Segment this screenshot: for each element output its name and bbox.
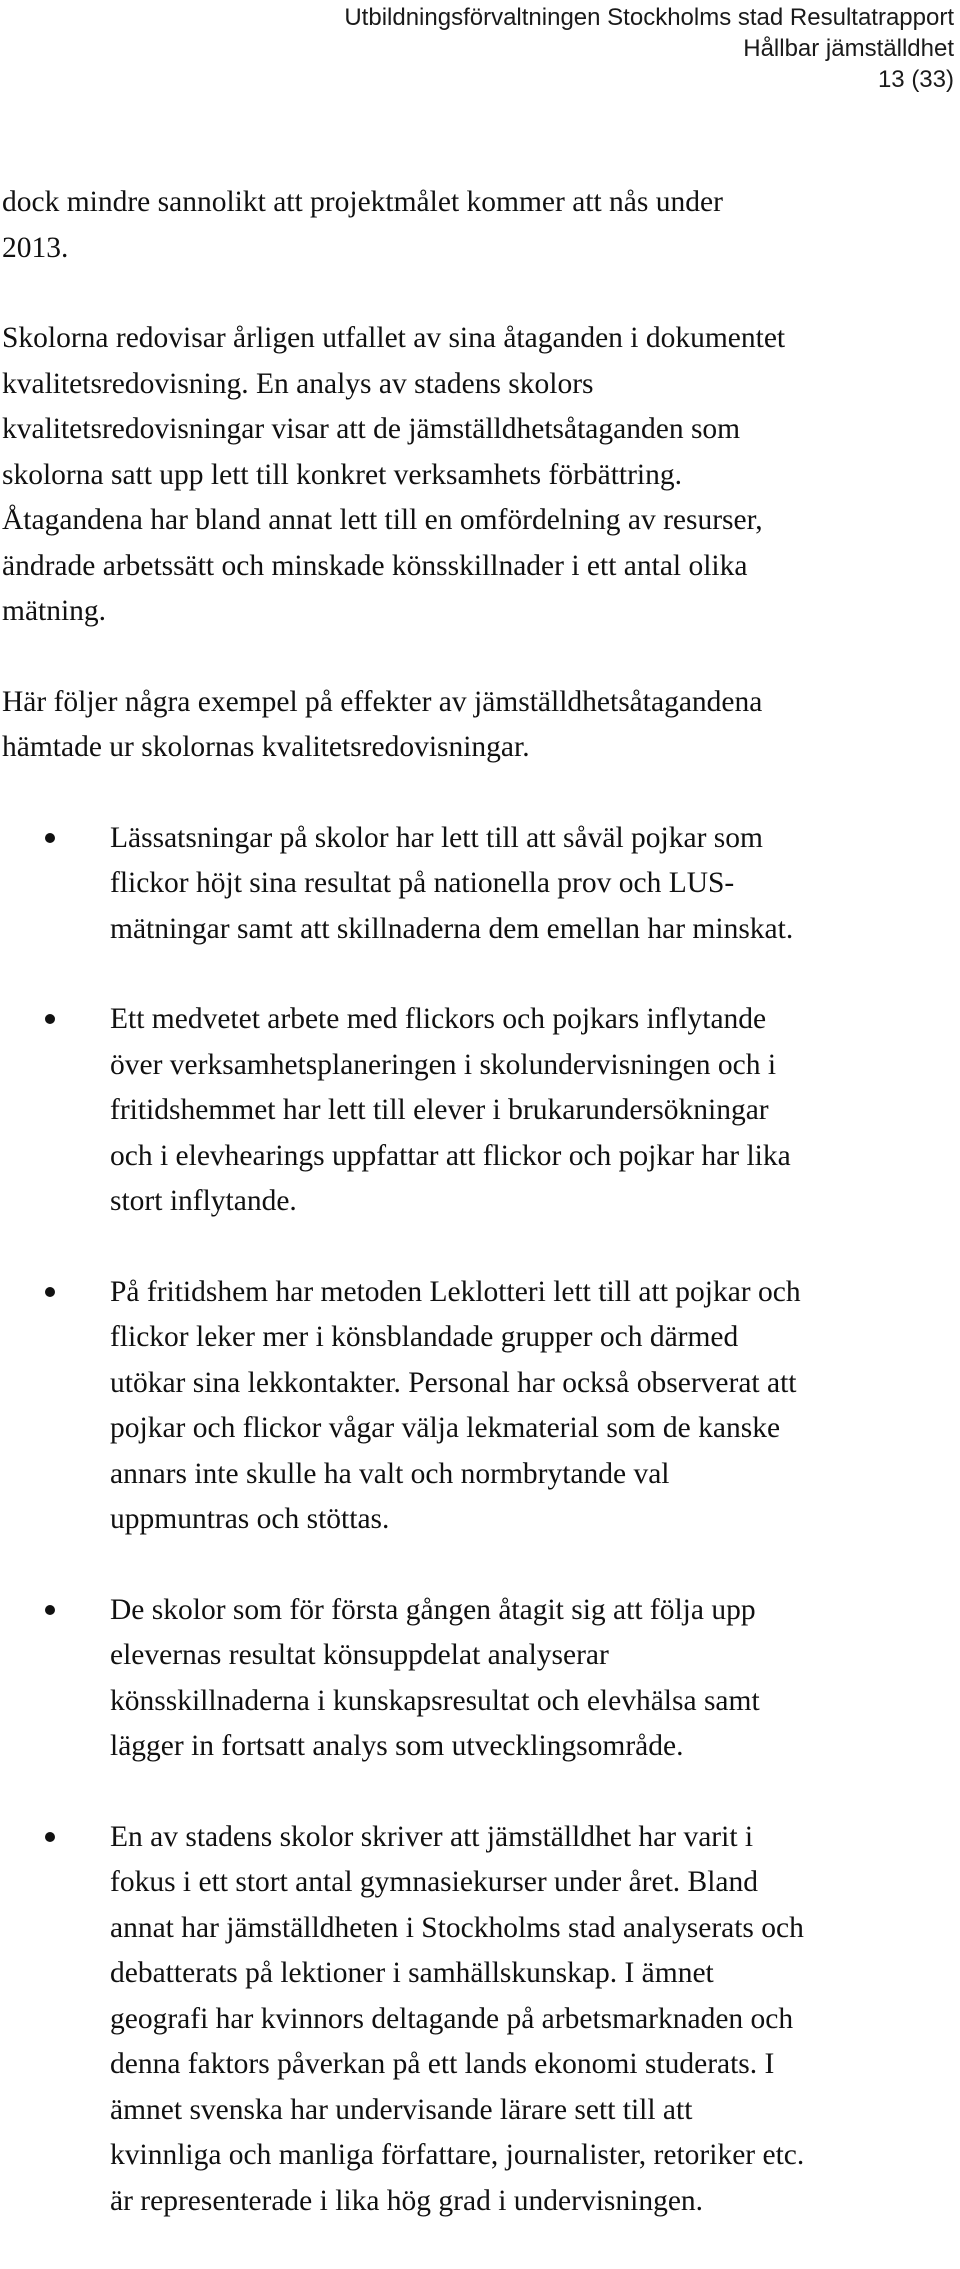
paragraph-continuation <box>2 180 942 271</box>
text-line: pojkar och flickor vågar välja lekmaterial som de kanske <box>110 1412 781 1444</box>
text-line: skolorna satt upp lett till konkret verksamhets förbättring. <box>2 458 682 491</box>
page-header <box>14 2 954 95</box>
bullet-dot-icon <box>45 1287 55 1297</box>
text-line: denna faktors påverkan på ett lands ekonomi studerats. I <box>110 2048 775 2080</box>
text-line: ämnet svenska har undervisande lärare sett till att <box>110 2093 693 2126</box>
bullet-item-upper-secondary <box>2 1815 942 2225</box>
bullet-item-gender-results <box>2 1588 942 1770</box>
text-line: utökar sina lekkontakter. Personal har också observerat att <box>110 1366 797 1399</box>
text-line: annars inte skulle ha valt och normbrytande val <box>110 1457 670 1490</box>
bullet-dot-icon <box>45 1014 55 1024</box>
text-line: kvalitetsredovisningar visar att de jämställdhetsåtaganden som <box>2 413 741 445</box>
header-page-number: 13 (33) <box>877 66 954 93</box>
text-line: Skolorna redovisar årligen utfallet av sina åtaganden i dokumentet <box>2 322 786 354</box>
text-line: geografi har kvinnors deltagande på arbetsmarknaden och <box>110 2002 794 2035</box>
text-line: kvalitetsredovisning. En analys av stadens skolors <box>2 367 594 400</box>
text-line: annat har jämställdheten i Stockholms stad analyserats och <box>110 1911 804 1944</box>
text-line: 2013. <box>2 231 69 264</box>
text-line: Åtagandena har bland annat lett till en omfördelning av resurser, <box>2 504 763 536</box>
text-line: dock mindre sannolikt att projektmålet kommer att nås under <box>2 186 723 218</box>
bullet-item-reading <box>2 816 942 953</box>
text-line: är representerade i lika hög grad i undervisningen. <box>110 2184 704 2217</box>
bullet-dot-icon <box>45 833 55 843</box>
document-body <box>2 180 942 2269</box>
bullet-dot-icon <box>45 1832 55 1842</box>
text-line: På fritidshem har metoden Leklotteri lett till att pojkar och <box>110 1275 801 1308</box>
header-report-title: Hållbar jämställdhet <box>743 35 954 62</box>
text-line: ändrade arbetssätt och minskade könsskillnader i ett antal olika <box>2 549 748 582</box>
text-line: elevernas resultat könsuppdelat analyserar <box>110 1639 609 1671</box>
text-line: och i elevhearings uppfattar att flickor och pojkar har lika <box>110 1139 791 1172</box>
text-line: lägger in fortsatt analys som utvecklingsområde. <box>110 1730 684 1762</box>
bullet-dot-icon <box>45 1605 55 1615</box>
text-line: Ett medvetet arbete med flickors och pojkars inflytande <box>110 1003 767 1035</box>
text-line: mätning. <box>2 595 107 627</box>
text-line: flickor leker mer i könsblandade grupper och därmed <box>110 1321 739 1353</box>
text-line: stort inflytande. <box>110 1185 297 1217</box>
text-line: Här följer några exempel på effekter av jämställdhetsåtagandena <box>2 685 763 718</box>
text-line: debatterats på lektioner i samhällskunskap. I ämnet <box>110 1957 714 1989</box>
text-line: kvinnliga och manliga författare, journalister, retoriker etc. <box>110 2139 805 2171</box>
text-line: En av stadens skolor skriver att jämställdhet har varit i <box>110 1820 754 1853</box>
text-line: mätningar samt att skillnaderna dem emellan har minskat. <box>110 912 794 945</box>
text-line: fritidshemmet har lett till elever i brukarundersökningar <box>110 1094 769 1126</box>
text-line: könsskillnaderna i kunskapsresultat och elevhälsa samt <box>110 1684 760 1717</box>
bullet-item-leklotteri <box>2 1270 942 1543</box>
bullet-item-influence <box>2 997 942 1225</box>
text-line: flickor höjt sina resultat på nationella prov och LUS- <box>110 867 735 899</box>
text-line: hämtade ur skolornas kvalitetsredovisningar. <box>2 731 530 763</box>
paragraph-quality-reports <box>2 316 942 635</box>
text-line: över verksamhetsplaneringen i skolundervisningen och i <box>110 1048 777 1081</box>
text-line: uppmuntras och stöttas. <box>110 1503 390 1535</box>
paragraph-examples-intro <box>2 680 942 771</box>
text-line: De skolor som för första gången åtagit sig att följa upp <box>110 1593 756 1626</box>
header-org-title: Utbildningsförvaltningen Stockholms stad Resultatrapport <box>344 4 954 31</box>
text-line: Lässatsningar på skolor har lett till att såväl pojkar som <box>110 821 763 854</box>
examples-bullet-list <box>2 816 942 2225</box>
text-line: fokus i ett stort antal gymnasiekurser under året. Bland <box>110 1866 759 1898</box>
